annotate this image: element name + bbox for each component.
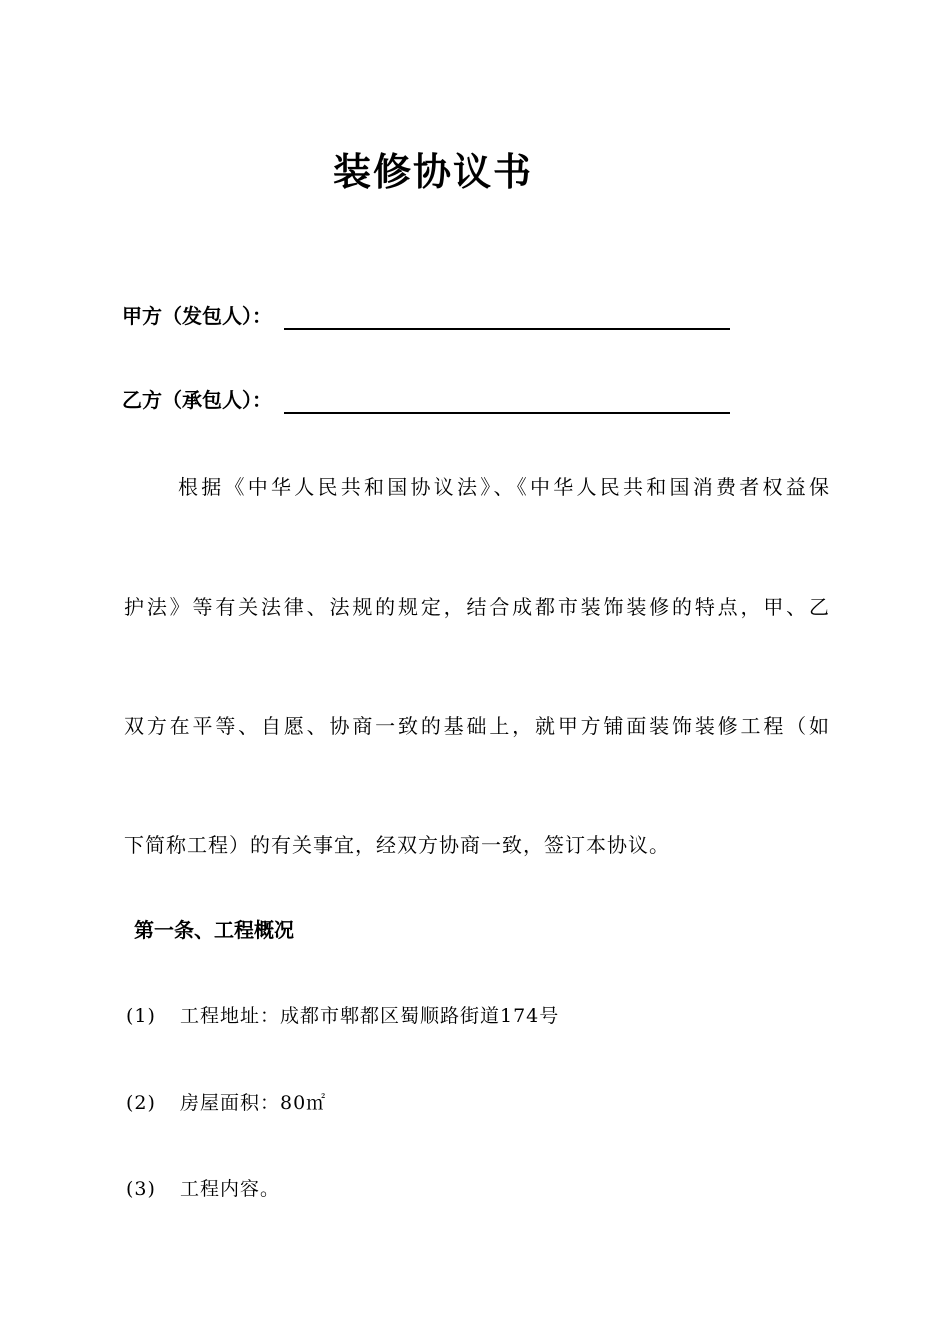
item-text: 工程内容。	[180, 1178, 281, 1200]
preamble-line-1: 根据《中华人民共和国协议法》、《中华人民共和国消费者权益保	[178, 475, 830, 499]
party-a-blank[interactable]	[284, 302, 730, 330]
party-b-blank[interactable]	[284, 386, 730, 414]
section-1-item	[126, 1088, 326, 1118]
party-a-line	[122, 298, 730, 330]
item-text: 工程地址：成都市郫都区蜀顺路街道174号	[180, 1005, 560, 1027]
item-number: (2)	[126, 1092, 156, 1114]
item-number: (1)	[126, 1005, 156, 1027]
party-a-label: 甲方（发包人）：	[122, 304, 272, 328]
section-1-item	[126, 1174, 280, 1204]
item-number: (3)	[126, 1178, 156, 1200]
page-title: 装修协议书	[332, 150, 533, 194]
preamble-line-3: 双方在平等、自愿、协商一致的基础上，就甲方铺面装饰装修工程（如	[124, 714, 830, 738]
section-1-heading: 第一条、工程概况	[134, 918, 294, 942]
preamble-line-4: 下简称工程）的有关事宜，经双方协商一致，签订本协议。	[124, 833, 670, 857]
party-b-label: 乙方（承包人）：	[122, 388, 272, 412]
section-1-item	[126, 1001, 559, 1031]
item-text: 房屋面积：80㎡	[180, 1092, 327, 1114]
party-b-line	[122, 382, 730, 414]
preamble-line-2: 护法》等有关法律、法规的规定，结合成都市装饰装修的特点，甲、乙	[124, 595, 830, 619]
